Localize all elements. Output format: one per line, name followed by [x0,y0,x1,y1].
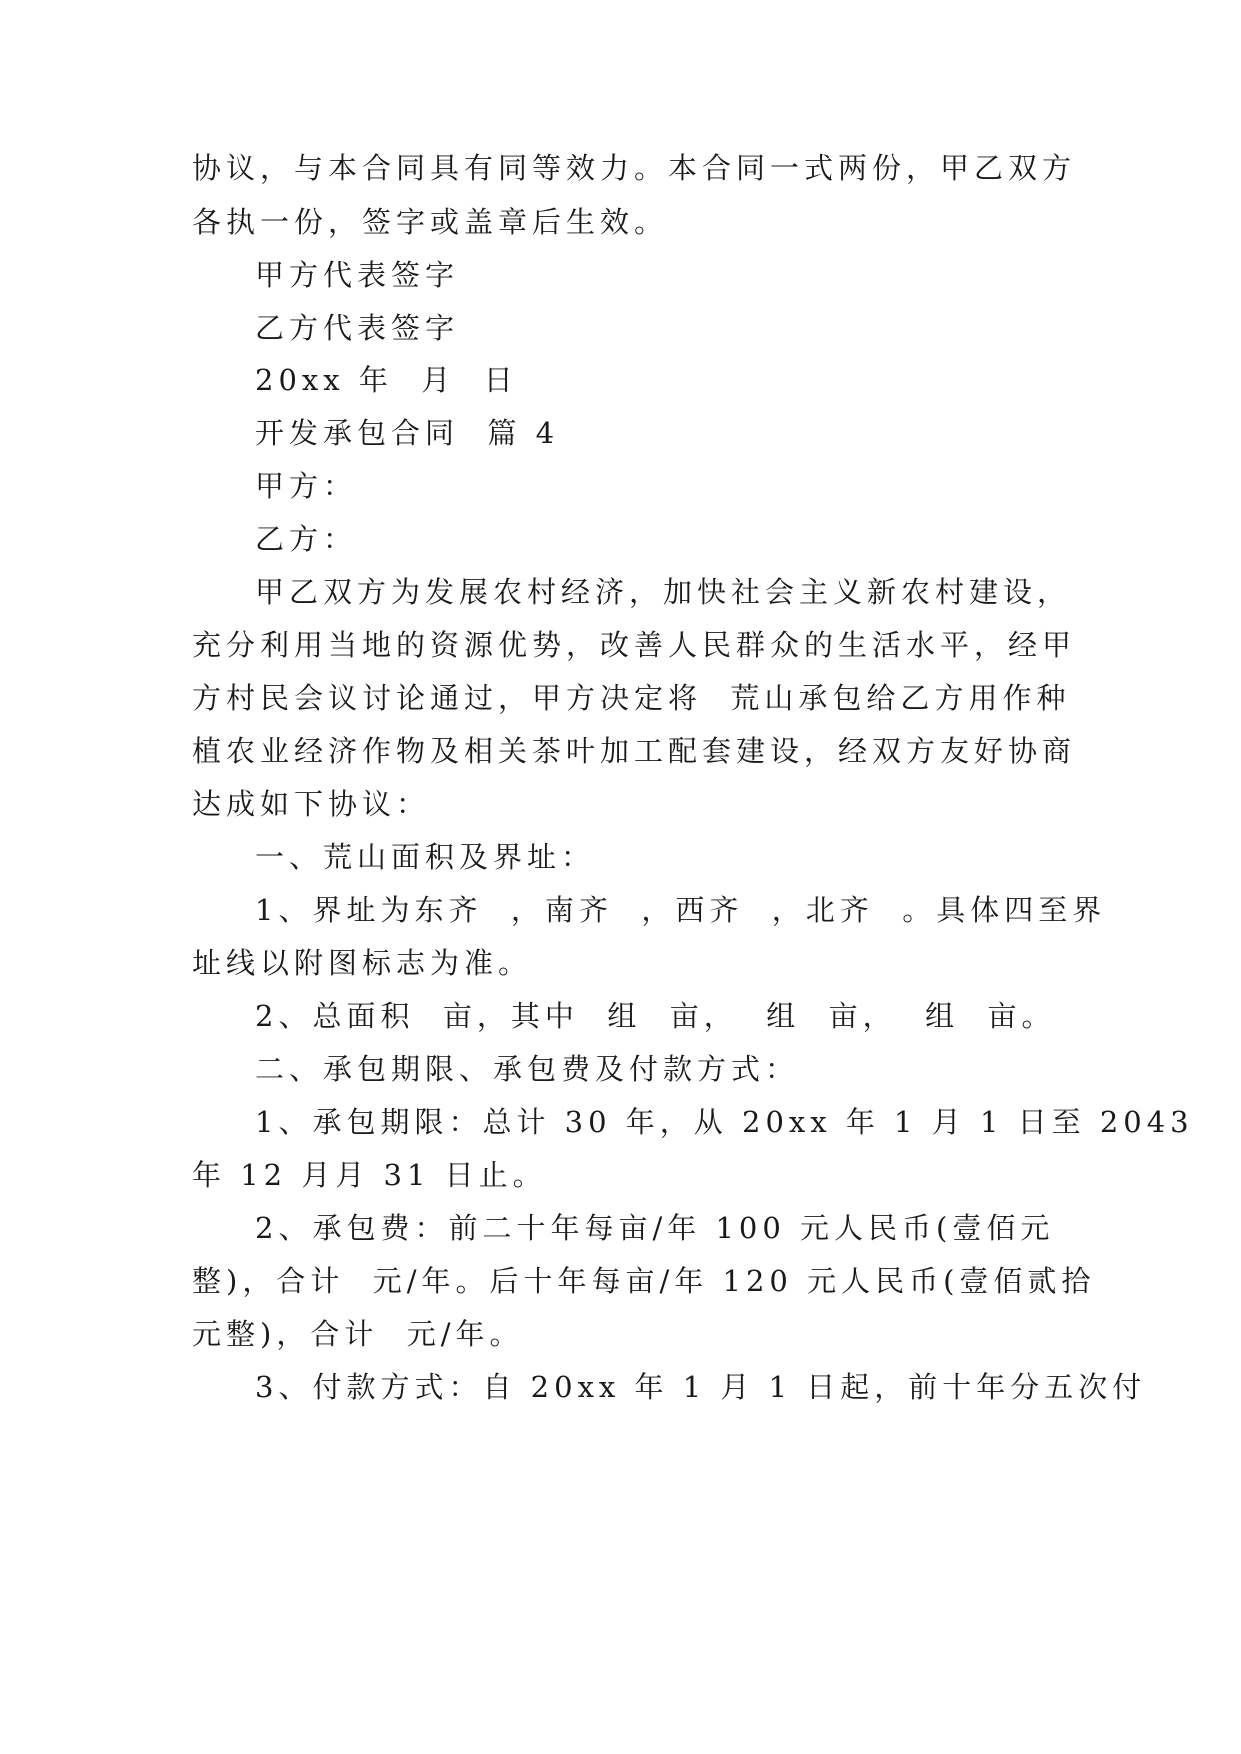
date-line: 20xx 年 月 日 [255,363,518,397]
text-line: 充分利用当地的资源优势，改善人民群众的生活水平，经甲 [192,628,1077,662]
text-line: 3、付款方式：自 20xx 年 1 月 1 日起，前十年分五次付 [255,1370,1147,1404]
text-line: 2、承包费：前二十年每亩/年 100 元人民币(壹佰元 [255,1211,1055,1245]
text-line: 协议，与本合同具有同等效力。本合同一式两份，甲乙双方 [192,151,1077,185]
party-b-line: 乙方： [255,522,358,556]
clause-heading: 二、承包期限、承包费及付款方式： [255,1052,800,1086]
signature-line-party-a: 甲方代表签字 [255,258,460,292]
text-line: 年 12 月月 31 日止。 [192,1158,547,1192]
text-line: 址线以附图标志为准。 [192,946,533,980]
text-line: 元整)，合计 元/年。 [192,1317,524,1351]
party-a-line: 甲方： [255,469,358,503]
text-line: 甲乙双方为发展农村经济，加快社会主义新农村建设， [255,575,1072,609]
text-line: 整)，合计 元/年。后十年每亩/年 120 元人民币(壹佰贰拾 [192,1264,1096,1298]
text-line: 达成如下协议： [192,787,431,821]
text-line: 2、总面积 亩，其中 组 亩， 组 亩， 组 亩。 [255,999,1056,1033]
signature-line-party-b: 乙方代表签字 [255,311,460,345]
section-title: 开发承包合同 篇 4 [255,416,560,450]
clause-heading: 一、荒山面积及界址： [255,840,596,874]
text-line: 1、承包期限：总计 30 年，从 20xx 年 1 月 1 日至 2043 [255,1105,1194,1139]
text-line: 植农业经济作物及相关茶叶加工配套建设，经双方友好协商 [192,734,1077,768]
text-line: 各执一份，签字或盖章后生效。 [192,205,669,239]
text-line: 方村民会议讨论通过，甲方决定将 荒山承包给乙方用作种 [192,681,1071,715]
text-line: 1、界址为东齐 ，南齐 ，西齐 ，北齐 。具体四至界 [255,893,1107,927]
